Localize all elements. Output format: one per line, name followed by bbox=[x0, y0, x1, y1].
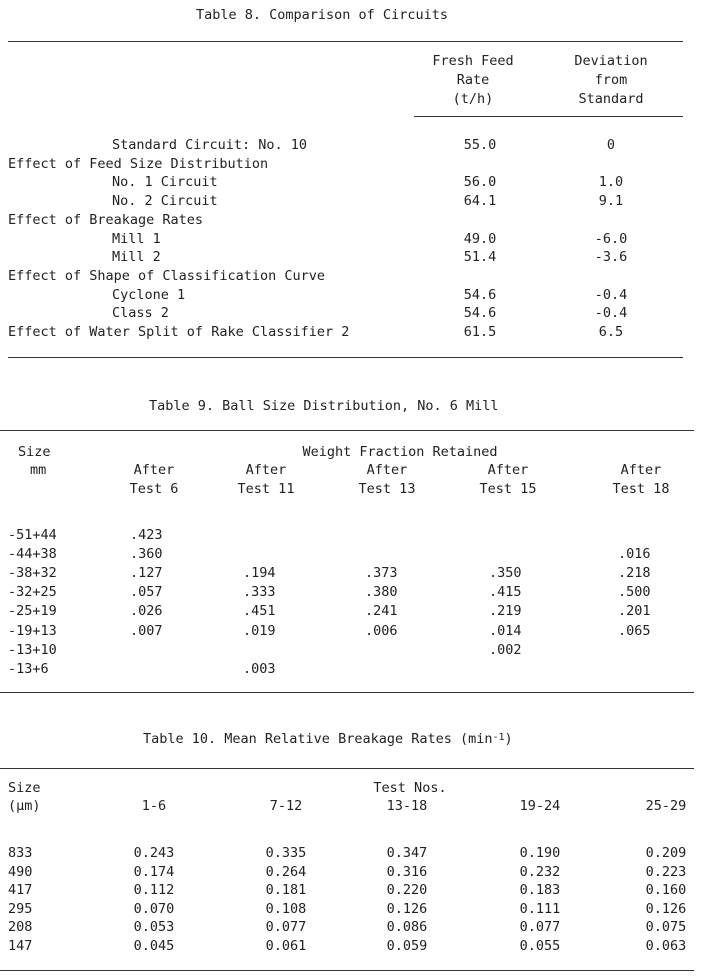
table8-header-rate-2: Rate bbox=[456, 72, 490, 88]
table9-row-size: -44+38 bbox=[8, 546, 57, 562]
table10-title bbox=[143, 731, 513, 749]
table9-cell: .218 bbox=[618, 565, 651, 581]
table9-col-header-test: Test 11 bbox=[237, 481, 295, 497]
table8-row-deviation: -3.6 bbox=[594, 249, 628, 265]
table8-row-label: Effect of Breakage Rates bbox=[8, 212, 204, 228]
table10-row-size: 417 bbox=[8, 882, 33, 898]
table8-header-dev-3: Standard bbox=[578, 91, 644, 107]
table9-row-size: -51+44 bbox=[8, 527, 57, 543]
table10-cell: 0.190 bbox=[519, 845, 561, 861]
table9-row-size: -13+10 bbox=[8, 642, 57, 658]
table8-row-deviation: 1.0 bbox=[598, 174, 624, 190]
table9-cell: .500 bbox=[618, 584, 651, 600]
table9-cell: .415 bbox=[489, 584, 522, 600]
table9-cell: .014 bbox=[489, 623, 522, 639]
table8-bottom-rule bbox=[8, 357, 683, 358]
table8-header-rate-3: (t/h) bbox=[452, 91, 494, 107]
table9-size-header: Size bbox=[18, 444, 51, 460]
table9-cell: .451 bbox=[243, 603, 276, 619]
table8-row-deviation: -6.0 bbox=[594, 231, 628, 247]
table9-col-header-after: After bbox=[620, 462, 662, 478]
table9-cell: .333 bbox=[243, 584, 276, 600]
table10-cell: 0.112 bbox=[133, 882, 175, 898]
table8-header-rule bbox=[414, 116, 683, 117]
table8-row-label: Effect of Water Split of Rake Classifier 2 bbox=[8, 324, 350, 340]
table10-row-size: 295 bbox=[8, 901, 33, 917]
table8-row-deviation: -0.4 bbox=[594, 305, 628, 321]
table10-cell: 0.063 bbox=[645, 938, 687, 954]
table10-cell: 0.174 bbox=[133, 864, 175, 880]
table10-cell: 0.181 bbox=[265, 882, 307, 898]
table10-top-rule bbox=[0, 768, 694, 769]
table10-cell: 0.108 bbox=[265, 901, 307, 917]
table8-row-rate: 49.0 bbox=[463, 231, 497, 247]
table9-cell: .057 bbox=[130, 584, 163, 600]
table8-row-rate: 54.6 bbox=[463, 305, 497, 321]
table9-row-size: -38+32 bbox=[8, 565, 57, 581]
table9-cell: .127 bbox=[130, 565, 163, 581]
table10-row-size: 833 bbox=[8, 845, 33, 861]
table8-row-label: No. 2 Circuit bbox=[112, 193, 218, 209]
table10-cell: 0.077 bbox=[265, 919, 307, 935]
table8-top-rule bbox=[8, 41, 683, 42]
table8-row-label: Class 2 bbox=[112, 305, 169, 321]
table9-cell: .026 bbox=[130, 603, 163, 619]
table10-cell: 0.111 bbox=[519, 901, 561, 917]
table10-cell: 0.316 bbox=[386, 864, 428, 880]
table10-title-text: Table 10. Mean Relative Breakage Rates (min bbox=[143, 731, 493, 747]
table8-row-label: Cyclone 1 bbox=[112, 287, 186, 303]
table10-cell: 0.126 bbox=[386, 901, 428, 917]
table9-cell: .380 bbox=[365, 584, 398, 600]
table8-row-deviation: 6.5 bbox=[598, 324, 624, 340]
table9-cell: .201 bbox=[618, 603, 651, 619]
table9-cell: .007 bbox=[130, 623, 163, 639]
table10-cell: 0.335 bbox=[265, 845, 307, 861]
table9-cell: .006 bbox=[365, 623, 398, 639]
table8-row-rate: 64.1 bbox=[463, 193, 497, 209]
table9-cell: .423 bbox=[130, 527, 163, 543]
table10-size-unit: (μm) bbox=[8, 798, 41, 814]
table9-col-header-test: Test 13 bbox=[358, 481, 416, 497]
table9-col-header-after: After bbox=[245, 462, 287, 478]
table10-cell: 0.209 bbox=[645, 845, 687, 861]
table9-cell: .065 bbox=[618, 623, 651, 639]
table10-cell: 0.347 bbox=[386, 845, 428, 861]
table8-row-rate: 51.4 bbox=[463, 249, 497, 265]
table8-row-label: Mill 1 bbox=[112, 231, 161, 247]
table9-cell: .219 bbox=[489, 603, 522, 619]
table9-group-header: Weight Fraction Retained bbox=[302, 444, 498, 460]
table9-cell: .016 bbox=[618, 546, 651, 562]
table9-title: Table 9. Ball Size Distribution, No. 6 Mill bbox=[149, 398, 499, 414]
table9-col-header-test: Test 18 bbox=[612, 481, 670, 497]
table10-row-size: 208 bbox=[8, 919, 33, 935]
table10-cell: 0.077 bbox=[519, 919, 561, 935]
table10-row-size: 490 bbox=[8, 864, 33, 880]
table9-cell: .194 bbox=[243, 565, 276, 581]
table9-cell: .002 bbox=[489, 642, 522, 658]
table9-top-rule bbox=[0, 430, 694, 431]
table9-row-size: -32+25 bbox=[8, 584, 57, 600]
table10-row-size: 147 bbox=[8, 938, 33, 954]
table9-cell: .241 bbox=[365, 603, 398, 619]
table8-title: Table 8. Comparison of Circuits bbox=[196, 7, 448, 23]
table10-title-end: ) bbox=[504, 731, 513, 747]
table10-cell: 0.075 bbox=[645, 919, 687, 935]
table9-col-header-after: After bbox=[133, 462, 175, 478]
table10-col-header: 13-18 bbox=[386, 798, 428, 814]
table10-cell: 0.086 bbox=[386, 919, 428, 935]
table10-title-sup: -1 bbox=[492, 732, 505, 743]
table9-row-size: -25+19 bbox=[8, 603, 57, 619]
table9-col-header-test: Test 6 bbox=[129, 481, 179, 497]
table8-row-label: No. 1 Circuit bbox=[112, 174, 218, 190]
table8-row-label: Effect of Feed Size Distribution bbox=[8, 156, 269, 172]
table8-row-deviation: -0.4 bbox=[594, 287, 628, 303]
table10-cell: 0.126 bbox=[645, 901, 687, 917]
table8-header-dev-2: from bbox=[594, 72, 628, 88]
table8-header-dev-1: Deviation bbox=[574, 53, 648, 69]
table10-cell: 0.220 bbox=[386, 882, 428, 898]
table10-cell: 0.053 bbox=[133, 919, 175, 935]
table8-row-rate: 54.6 bbox=[463, 287, 497, 303]
table9-row-size: -19+13 bbox=[8, 623, 57, 639]
table8-row-deviation: 0 bbox=[606, 137, 616, 153]
table9-size-unit: mm bbox=[30, 462, 47, 478]
table9-cell: .373 bbox=[365, 565, 398, 581]
table10-cell: 0.232 bbox=[519, 864, 561, 880]
table10-size-header: Size bbox=[8, 780, 41, 796]
table10-cell: 0.055 bbox=[519, 938, 561, 954]
table9-col-header-after: After bbox=[366, 462, 408, 478]
table9-col-header-after: After bbox=[487, 462, 529, 478]
table10-cell: 0.061 bbox=[265, 938, 307, 954]
table10-cell: 0.243 bbox=[133, 845, 175, 861]
table8-row-label: Mill 2 bbox=[112, 249, 161, 265]
table8-row-rate: 55.0 bbox=[463, 137, 497, 153]
table9-bottom-rule bbox=[0, 692, 694, 693]
table8-row-label: Effect of Shape of Classification Curve bbox=[8, 268, 325, 284]
table8-row-deviation: 9.1 bbox=[598, 193, 624, 209]
table9-cell: .350 bbox=[489, 565, 522, 581]
table10-cell: 0.160 bbox=[645, 882, 687, 898]
table9-row-size: -13+6 bbox=[8, 661, 49, 677]
table8-row-rate: 61.5 bbox=[463, 324, 497, 340]
table10-cell: 0.059 bbox=[386, 938, 428, 954]
table8-header-rate-1: Fresh Feed bbox=[432, 53, 514, 69]
table10-col-header: 1-6 bbox=[141, 798, 167, 814]
table10-cell: 0.264 bbox=[265, 864, 307, 880]
table8-row-label: Standard Circuit: No. 10 bbox=[112, 137, 308, 153]
table9-cell: .003 bbox=[243, 661, 276, 677]
table10-group-header: Test Nos. bbox=[373, 780, 447, 796]
table10-cell: 0.223 bbox=[645, 864, 687, 880]
table10-cell: 0.183 bbox=[519, 882, 561, 898]
table10-cell: 0.045 bbox=[133, 938, 175, 954]
table10-cell: 0.070 bbox=[133, 901, 175, 917]
table10-col-header: 19-24 bbox=[519, 798, 561, 814]
table9-cell: .360 bbox=[130, 546, 163, 562]
table9-col-header-test: Test 15 bbox=[479, 481, 537, 497]
table8-row-rate: 56.0 bbox=[463, 174, 497, 190]
table10-col-header: 25-29 bbox=[645, 798, 687, 814]
table10-col-header: 7-12 bbox=[269, 798, 303, 814]
table9-cell: .019 bbox=[243, 623, 276, 639]
table10-bottom-rule bbox=[0, 970, 694, 971]
